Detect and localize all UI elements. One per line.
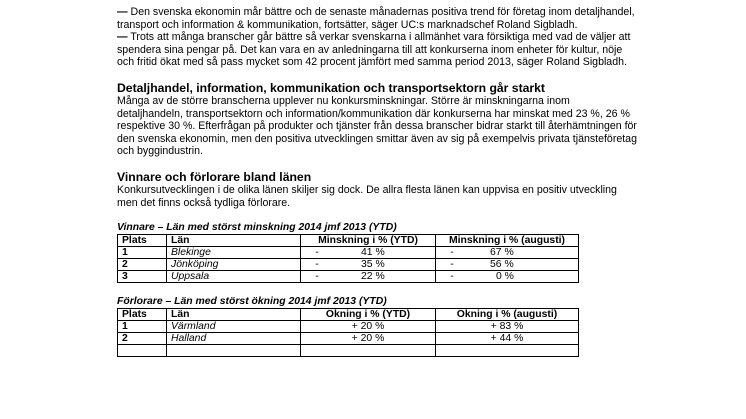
- cell-lan: Värmland: [167, 321, 301, 333]
- section-body-lanen: Konkursutvecklingen i de olika länen skiljer sig dock. De allra flesta länen kan uppvisa en positiv utveckling men det finns också tydliga förlorare.: [117, 183, 617, 209]
- cell-lan: Halland: [167, 333, 301, 345]
- cell-lan: [167, 345, 301, 357]
- cell-augusti: [436, 271, 579, 283]
- cell-ytd: + 20 %: [301, 333, 436, 345]
- table-row: [118, 333, 579, 345]
- cell-lan: Blekinge: [167, 247, 301, 259]
- header-ytd: Minskning i % (YTD): [301, 235, 436, 247]
- header-augusti: Minskning i % (augusti): [436, 235, 579, 247]
- intro-paragraph-2: [117, 31, 637, 69]
- table-row: [118, 247, 579, 259]
- table-row: [118, 271, 579, 283]
- cell-ytd: [301, 271, 436, 283]
- cell-augusti: + 83 %: [436, 321, 579, 333]
- document-page: [117, 6, 637, 357]
- winners-table-caption: Vinnare – Län med störst minskning 2014 jmf 2013 (YTD): [117, 222, 397, 234]
- cell-plats: 2: [118, 333, 167, 345]
- cell-plats: 1: [118, 321, 167, 333]
- cell-augusti: [436, 259, 579, 271]
- value: 41 %: [361, 247, 385, 259]
- header-plats: Plats: [118, 235, 167, 247]
- losers-table-caption: Förlorare – Län med störst ökning 2014 jmf 2013 (YTD): [117, 296, 387, 308]
- minus-sign: -: [450, 271, 454, 283]
- value: 56 %: [490, 259, 514, 271]
- cell-ytd: [301, 259, 436, 271]
- cell-lan: Uppsala: [167, 271, 301, 283]
- em-dash: —: [117, 6, 128, 18]
- cell-ytd: + 20 %: [301, 321, 436, 333]
- minus-sign: -: [315, 259, 319, 271]
- minus-sign: -: [315, 271, 319, 283]
- header-lan: Län: [167, 235, 301, 247]
- minus-sign: -: [450, 259, 454, 271]
- table-row: [118, 259, 579, 271]
- cell-plats: 2: [118, 259, 167, 271]
- cell-augusti: + 44 %: [436, 333, 579, 345]
- intro-text-2: Trots att många branscher går bättre så verkar svenskarna i allmänhet vara försiktiga med vad de väljer att spendera sina pengar på. Det kan vara en av anledningarna till att konkurserna inom enheter för kultur, nöje och fritid ökat med så pass mycket som 42 procent jämfört med samma period 2013, säger Roland Sigbladh.: [117, 31, 631, 69]
- section-body-branscher: Många av de större branscherna upplever nu konkursminskningar. Större är minskningarna inom detaljhandeln, transportsektorn och information/kommunikation där konkurserna har minskat med 23 %, 26 % respektive 30 %. Efterfrågan på produkter och tjänster från dessa branscher bidrar starkt till återhämtningen för den svenska ekonomin, men den positiva utvecklingen smittar även av sig på exempelvis privata tjänsteföretag och byggindustrin.: [117, 94, 637, 158]
- minus-sign: -: [315, 247, 319, 259]
- intro-paragraph-1: [117, 6, 637, 31]
- table-row: [118, 345, 579, 357]
- em-dash: —: [117, 31, 128, 44]
- value: 67 %: [490, 247, 514, 259]
- losers-table: [117, 308, 579, 357]
- header-lan: Län: [167, 309, 301, 321]
- value: 35 %: [361, 259, 385, 271]
- header-augusti: Ökning i % (augusti): [436, 309, 579, 321]
- cell-plats: 1: [118, 247, 167, 259]
- cell-augusti: [436, 345, 579, 357]
- winners-table: [117, 234, 579, 283]
- table-header-row: [118, 309, 579, 321]
- header-ytd: Ökning i % (YTD): [301, 309, 436, 321]
- section-heading-branscher: Detaljhandel, information, kommunikation och transportsektorn går starkt: [117, 80, 545, 95]
- table-row: [118, 321, 579, 333]
- cell-plats: [118, 345, 167, 357]
- header-plats: Plats: [118, 309, 167, 321]
- cell-augusti: [436, 247, 579, 259]
- cell-lan: Jönköping: [167, 259, 301, 271]
- section-heading-lanen: Vinnare och förlorare bland länen: [117, 169, 312, 184]
- cell-ytd: [301, 247, 436, 259]
- minus-sign: -: [450, 247, 454, 259]
- value: 0 %: [496, 271, 514, 283]
- cell-plats: 3: [118, 271, 167, 283]
- cell-ytd: [301, 345, 436, 357]
- table-header-row: [118, 235, 579, 247]
- intro-text-1: Den svenska ekonomin mår bättre och de senaste månadernas positiva trend för företag inom detaljhandel, transport och information & kommunikation, fortsätter, säger UC:s marknadschef Roland Sigbladh.: [117, 6, 635, 31]
- value: 22 %: [361, 271, 385, 283]
